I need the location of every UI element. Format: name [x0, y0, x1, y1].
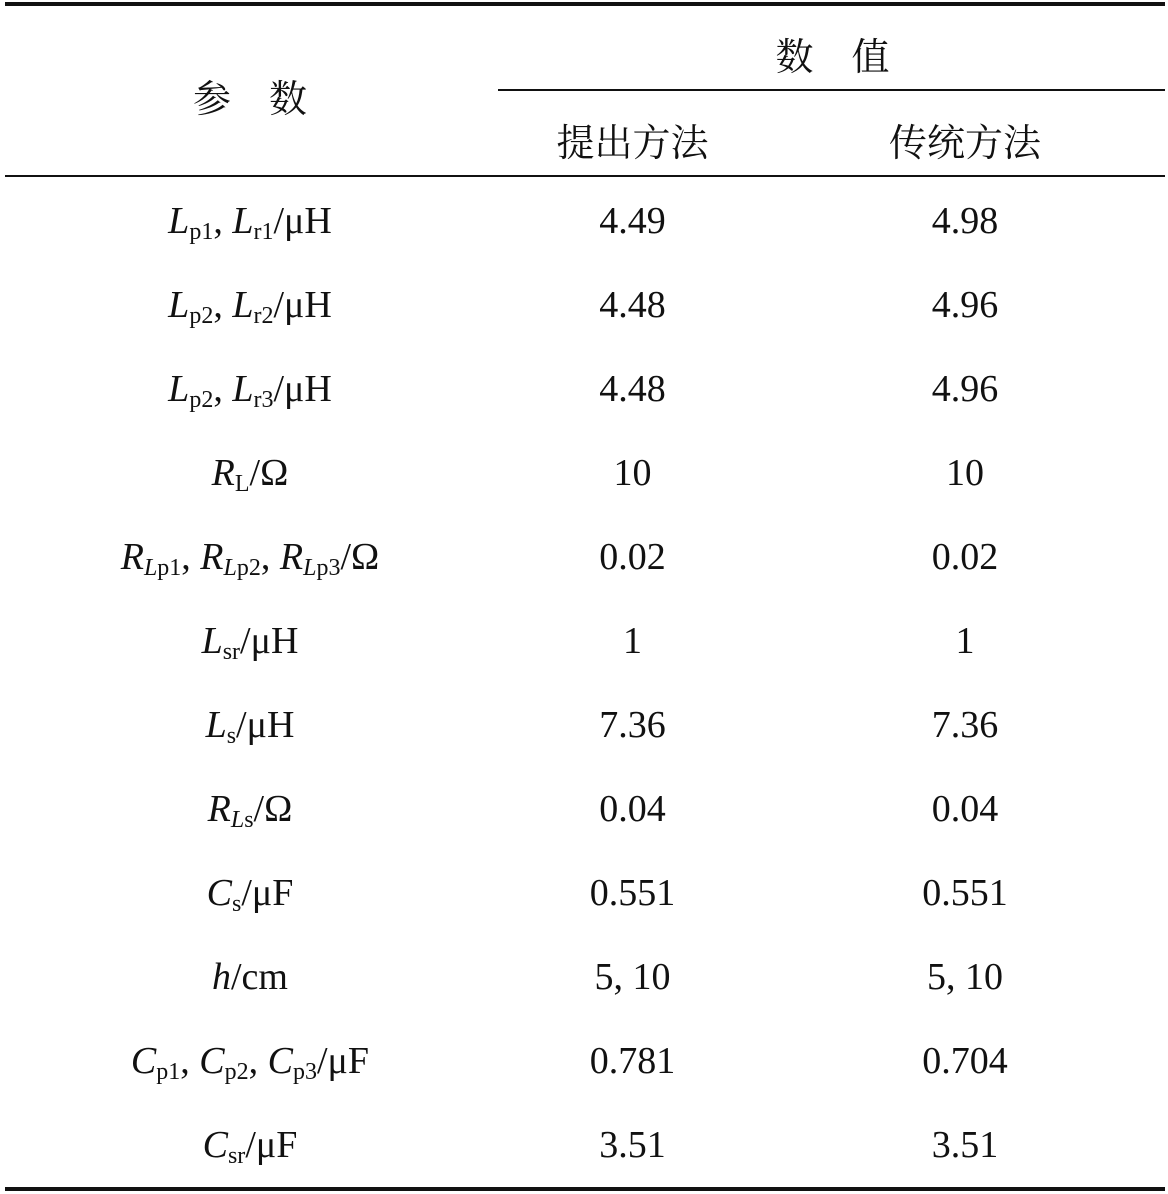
row-proposed: 4.49 — [599, 200, 666, 242]
row-traditional: 0.704 — [922, 1040, 1008, 1082]
header-bottom-rule — [5, 175, 1165, 177]
row-param: h/cm — [212, 956, 288, 998]
row-traditional: 7.36 — [931, 704, 999, 746]
row-proposed: 10 — [613, 452, 652, 494]
row-traditional: 4.96 — [931, 284, 999, 326]
row-traditional: 0.551 — [922, 872, 1008, 914]
header-param: 参 数 — [192, 79, 307, 121]
row-param: $R_L/\Omega$ — [211, 452, 289, 497]
header-proposed: 提出方法 — [556, 123, 709, 165]
row-proposed: 1 — [623, 620, 642, 662]
top-rule — [5, 2, 1165, 6]
row-traditional: 1 — [955, 620, 975, 662]
row-proposed: 7.36 — [599, 704, 666, 746]
row-param: $C_{sr}/\mu F$ — [202, 1124, 298, 1169]
row-proposed: 3.51 — [599, 1124, 666, 1166]
row-param: $L_{p2}$, $L_{r2}/\mu H$ — [168, 284, 332, 329]
row-param: $R_{Lp1}$, $R_{Lp2}$, $R_{Lp3}/\Omega$ — [120, 536, 380, 581]
header-value-group: 数 值 — [775, 37, 890, 79]
group-rule — [498, 89, 1165, 91]
row-proposed: 5, 10 — [594, 956, 671, 998]
header-traditional: 传统方法 — [888, 123, 1041, 165]
row-traditional: 4.98 — [931, 200, 999, 242]
row-proposed: 0.02 — [599, 536, 666, 578]
row-proposed: 4.48 — [599, 368, 666, 410]
row-proposed: 0.781 — [589, 1040, 676, 1082]
row-traditional: 0.02 — [931, 536, 999, 578]
row-param: $C_{p1}$, $C_{p2}$, $C_{p3}/\mu F$ — [130, 1040, 370, 1085]
row-param: $L_{sr}/\mu H$ — [201, 620, 299, 665]
row-proposed: 0.04 — [599, 788, 666, 830]
row-param: $R_{Ls}/\Omega$ — [207, 788, 293, 833]
row-proposed: 4.48 — [599, 284, 666, 326]
row-proposed: 0.551 — [589, 872, 676, 914]
bottom-rule — [5, 1187, 1165, 1191]
row-traditional: 10 — [946, 452, 984, 494]
row-param: $L_s/\mu H$ — [205, 704, 295, 749]
row-param: $L_{p2}$, $L_{r3}/\mu H$ — [168, 368, 332, 413]
row-traditional: 5, 10 — [927, 956, 1003, 998]
row-traditional: 4.96 — [931, 368, 999, 410]
row-param: $L_{p1}$, $L_{r1}/\mu H$ — [168, 200, 332, 245]
row-param: $C_s/\mu F$ — [206, 872, 294, 917]
row-traditional: 0.04 — [931, 788, 999, 830]
row-traditional: 3.51 — [931, 1124, 999, 1166]
